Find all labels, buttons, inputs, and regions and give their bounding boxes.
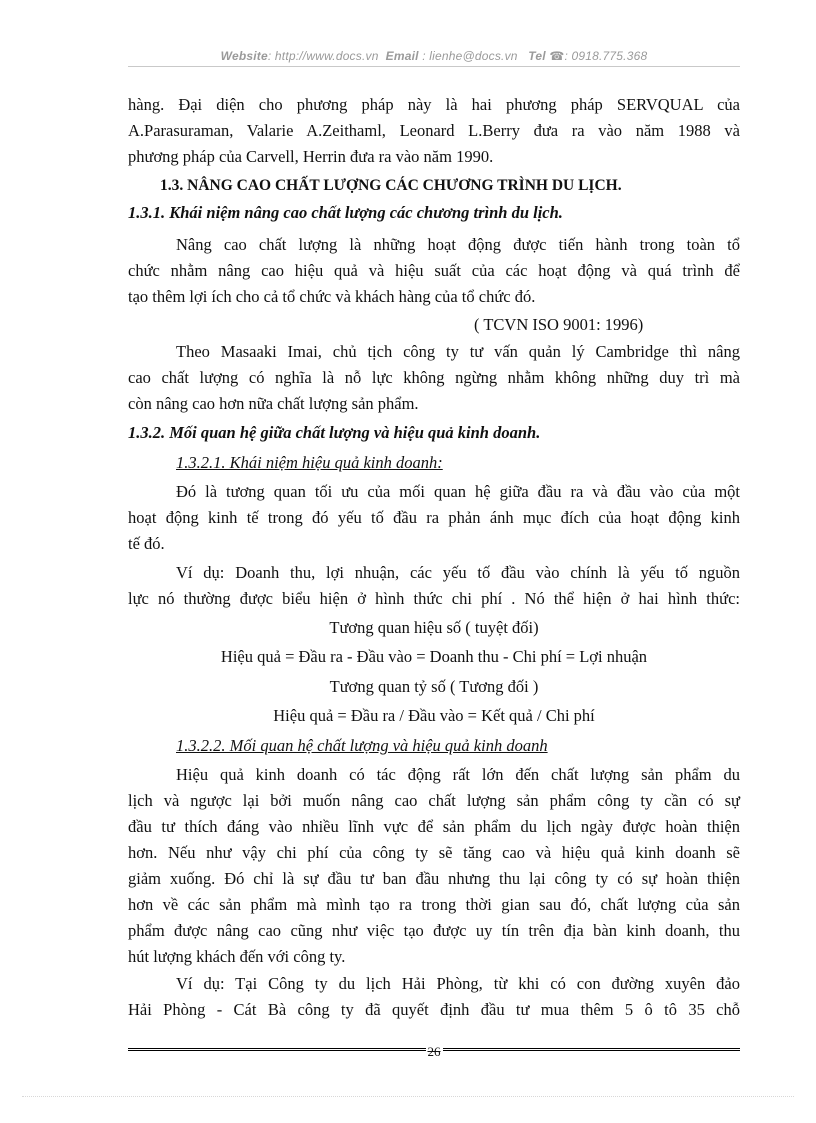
body-line: Hải Phòng - Cát Bà công ty đã quyết định đầu tư mua thêm 5 ô tô 35 chỗ [128,1000,740,1019]
body-line: phương pháp của Carvell, Herrin đưa ra vào năm 1990. [128,147,494,166]
section-heading-1-3-1: 1.3.1. Khái niệm nâng cao chất lượng các chương trình du lịch. [128,203,563,222]
website-value[interactable]: : http://www.docs.vn [267,49,379,63]
email-label: Email [385,49,419,63]
body-line: A.Parasuraman, Valarie A.Zeithaml, Leonard L.Berry đưa ra vào năm 1988 và [128,121,740,140]
body-line: lực nó thường được biểu hiện ở hình thức chi phí . Nó thể hiện ở hai hình thức: [128,589,740,608]
body-line: cao chất lượng có nghĩa là nỗ lực không ngừng nhằm không những duy trì mà [128,368,740,387]
body-line: còn nâng cao hơn nữa chất lượng sản phẩm. [128,394,419,413]
formula: Hiệu quả = Đầu ra - Đầu vào = Doanh thu - Chi phí = Lợi nhuận [220,647,648,666]
section-heading-1-3: 1.3. NÂNG CAO CHẤT LƯỢNG CÁC CHƯƠNG TRÌNH DU LỊCH. [160,177,622,194]
page-edge [22,1096,794,1097]
body-line: tạo thêm lợi ích cho cả tổ chức và khách hàng của tổ chức đó. [128,287,536,306]
header-divider [128,66,740,67]
body-line: phẩm được nâng cao cũng như việc tạo được uy tín trên địa bàn kinh doanh, thu [128,921,740,940]
page-number-text: 26 [427,1044,441,1059]
body-line: hàng. Đại diện cho phương pháp này là hai phương pháp SERVQUAL của [128,95,740,114]
body-line: Đó là tương quan tối ưu của mối quan hệ giữa đầu ra và đầu vào của một [176,482,740,501]
body-line: Hiệu quả kinh doanh có tác động rất lớn đến chất lượng sản phẩm du [176,765,740,784]
subsection-heading-1-3-2-2: 1.3.2.2. Mối quan hệ chất lượng và hiệu quả kinh doanh [176,736,548,755]
email-value[interactable]: : lienhe@docs.vn [422,49,518,63]
website-label: Website [220,49,268,63]
body-line: giảm xuống. Đó chỉ là sự đầu tư ban đầu nhưng thu lại công ty có sự hoàn thiện [128,869,740,888]
body-line: hơn. Nếu như vậy chi phí của công ty sẽ tăng cao và hiệu quả kinh doanh sẽ [128,843,740,862]
body-line: chức nhằm nâng cao hiệu quả và hiệu suất của các hoạt động và quá trình để [128,261,740,280]
body-line: hơn về các sản phẩm mà mình tạo ra trong thời gian sau đó, chất lượng của sản [128,895,740,914]
formula-label: Tương quan tỷ số ( Tương đối ) [329,677,539,696]
body-line: hoạt động kinh tế trong đó yếu tố đầu ra phản ánh mục đích của hoạt động kinh [128,508,740,527]
body-line: Ví dụ: Doanh thu, lợi nhuận, các yếu tố đầu vào chính là yếu tố nguồn [176,563,740,582]
body-line: Theo Masaaki Imai, chủ tịch công ty tư vấn quản lý Cambridge thì nâng [176,342,740,361]
page-number [128,1044,740,1060]
formula: Hiệu quả = Đầu ra / Đầu vào = Kết quả / Chi phí [273,706,595,725]
citation: ( TCVN ISO 9001: 1996) [474,315,644,334]
formula-label: Tương quan hiệu số ( tuyệt đối) [329,618,539,637]
tel-value: ☎: 0918.775.368 [549,49,648,63]
page-header [128,49,740,63]
body-line: tế đó. [128,534,165,553]
tel-label: Tel [528,49,546,63]
body-line: hút lượng khách đến với công ty. [128,947,346,966]
section-heading-1-3-2: 1.3.2. Mối quan hệ giữa chất lượng và hiệu quả kinh doanh. [128,423,541,442]
subsection-heading-1-3-2-1: 1.3.2.1. Khái niệm hiệu quả kinh doanh: [176,453,443,472]
body-line: đầu tư thích đáng vào nhiều lĩnh vực để sản phẩm du lịch ngày được hoàn thiện [128,817,740,836]
body-line: lịch và ngược lại bởi muốn nâng cao chất lượng sản phẩm công ty cần có sự [128,791,740,810]
body-line: Nâng cao chất lượng là những hoạt động được tiến hành trong toàn tổ [176,235,740,254]
body-line: Ví dụ: Tại Công ty du lịch Hải Phòng, từ khi có con đường xuyên đảo [176,974,740,993]
